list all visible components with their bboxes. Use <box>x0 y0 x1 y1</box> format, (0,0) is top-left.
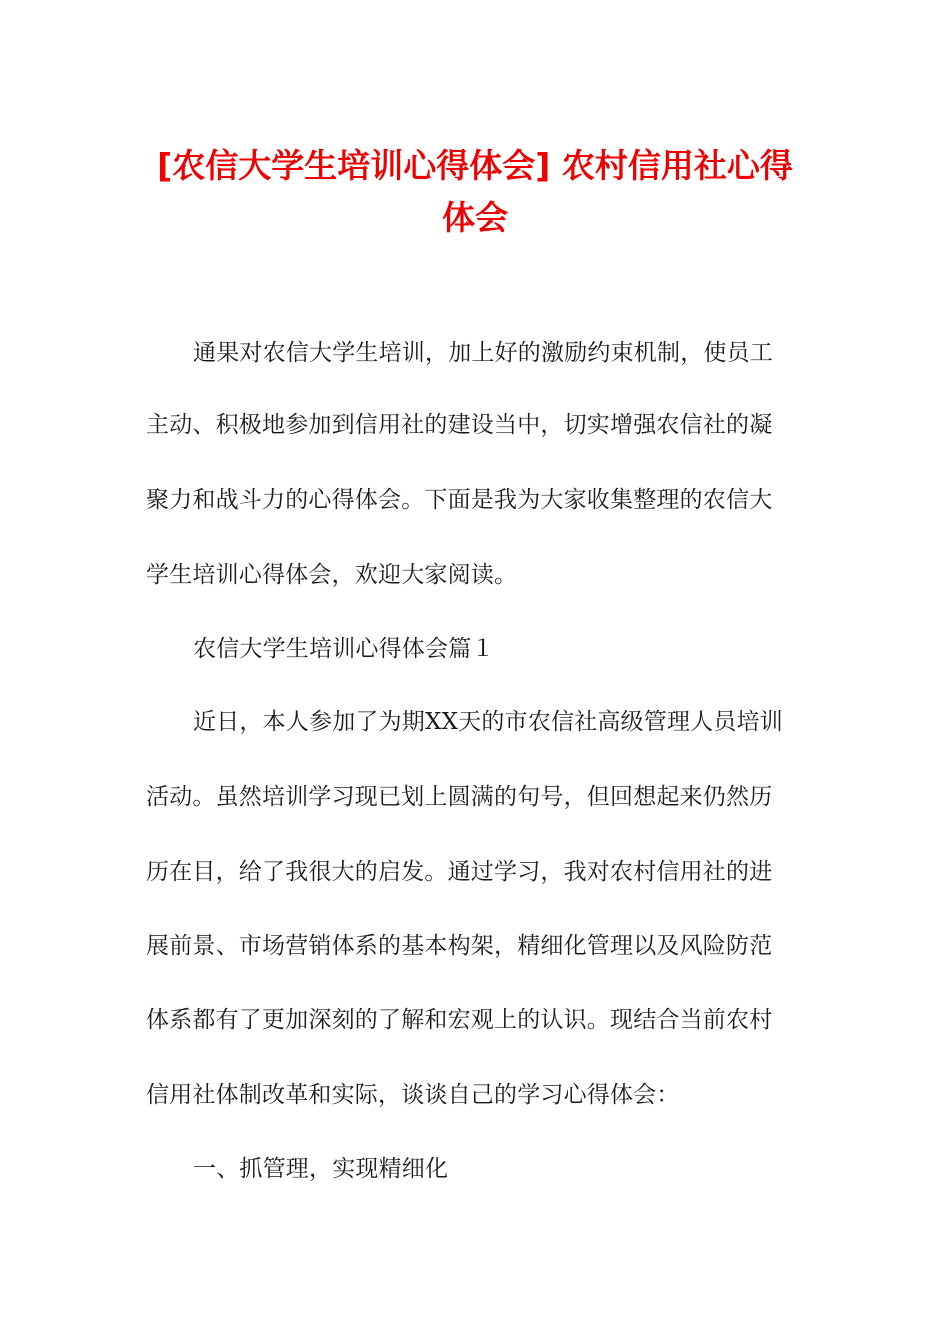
section-heading: 农信大学生培训心得体会篇１ <box>193 636 495 662</box>
paragraph-line: 近日，本人参加了为期XX天的市农信社高级管理人员培训 <box>193 709 783 735</box>
paragraph-line: 学生培训心得体会，欢迎大家阅读。 <box>146 562 518 588</box>
title-line-1: [农信大学生培训心得体会] 农村信用社心得 <box>157 146 793 185</box>
paragraph-line: 通果对农信大学生培训，加上好的激励约束机制，使员工 <box>193 340 773 366</box>
document-title <box>120 140 830 244</box>
paragraph-line: 活动。虽然培训学习现已划上圆满的句号，但回想起来仍然历 <box>146 784 773 810</box>
paragraph-line: 主动、积极地参加到信用社的建设当中，切实增强农信社的凝 <box>146 412 773 438</box>
subsection-heading: 一、抓管理，实现精细化 <box>193 1156 449 1182</box>
paragraph-line: 聚力和战斗力的心得体会。下面是我为大家收集整理的农信大 <box>146 487 773 513</box>
paragraph-line: 历在目，给了我很大的启发。通过学习，我对农村信用社的进 <box>146 859 773 885</box>
title-line-2: 体会 <box>442 198 508 237</box>
paragraph-line: 体系都有了更加深刻的了解和宏观上的认识。现结合当前农村 <box>146 1007 773 1033</box>
paragraph-line: 信用社体制改革和实际，谈谈自己的学习心得体会： <box>146 1082 680 1108</box>
paragraph-line: 展前景、市场营销体系的基本构架，精细化管理以及风险防范 <box>146 933 773 959</box>
